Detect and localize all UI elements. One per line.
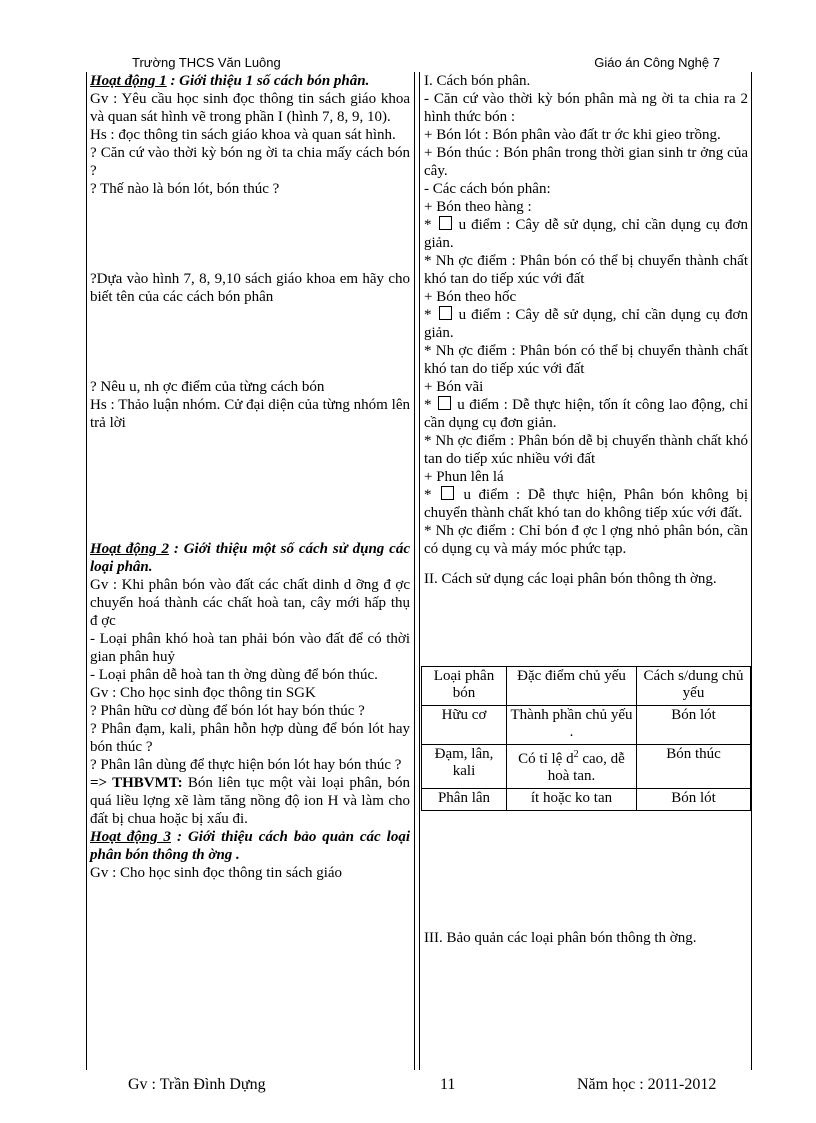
table-row — [422, 789, 751, 811]
table-cell: Đạm, lân, kali — [422, 745, 507, 789]
table-cell: Bón thúc — [637, 745, 751, 789]
text-l15: => THBVMT: Bón liên tục một vài loại phân, bón quá liều lợng xẽ làm tăng nồng độ ion H và làm cho đất bị chua hoặc bị xấu đi. — [90, 775, 410, 827]
border-mid-2 — [419, 72, 420, 1070]
text-r5: - Các cách bón phân: — [424, 181, 551, 197]
table-cell: ít hoặc ko tan — [507, 789, 637, 811]
table-cell: Phân lân — [422, 789, 507, 811]
text-r14: * Nh ợc điểm : Phân bón dễ bị chuyển thành chất khó tan do tiếp xúc nhiều với đất — [424, 433, 748, 467]
table-cell: Có tỉ lệ $d^2$ cao, dễ hoà tan. — [507, 745, 637, 789]
text-r11: * Nh ợc điểm : Phân bón có thể bị chuyển thành chất khó tan do tiếp xúc với đất — [424, 343, 748, 377]
table-row — [422, 706, 751, 745]
table-cell: Hữu cơ — [422, 706, 507, 745]
text-l14: ? Phân lân dùng để thực hiện bón lót hay bón thúc ? — [90, 757, 402, 773]
text-r17: * Nh ợc điểm : Chỉ bón đ ợc l ợng nhỏ phân bón, cần có dụng cụ và máy móc phức tạp. — [424, 523, 748, 557]
missing-glyph-box — [439, 306, 452, 320]
text-l8: Gv : Khi phân bón vào đất các chất dinh d ỡng đ ợc chuyển hoá thành các chất hoà tan, cây mới hấp thụ đ ợc — [90, 577, 410, 629]
activity-3-heading: Hoạt động 3 : Giới thiệu cách bảo quản các loại phân bón thông th ờng . — [90, 829, 410, 863]
text-l1: Gv : Yêu cầu học sinh đọc thông tin sách giáo khoa và quan sát hình vẽ trong phần I (hình 7, 8, 9, 10). — [90, 91, 410, 125]
text-l5: ?Dựa vào hình 7, 8, 9,10 sách giáo khoa em hãy cho biết tên của các cách bón phân — [90, 271, 410, 305]
text-r7: * u điểm : Cây dễ sử dụng, chỉ cần dụng cụ đơn giản. — [424, 217, 748, 251]
text-r2: - Căn cứ vào thời kỳ bón phân mà ng ời ta chia ra 2 hình thức bón : — [424, 91, 748, 125]
section-1-title: I. Cách bón phân. — [424, 73, 531, 89]
text-r10: * u điểm : Cây dễ sử dụng, chỉ cần dụng cụ đơn giản. — [424, 307, 748, 341]
missing-glyph-box — [441, 486, 454, 500]
text-l10: - Loại phân dễ hoà tan th ờng dùng để bón thúc. — [90, 667, 378, 683]
teacher-activities-column — [90, 72, 410, 882]
section-3-title: III. Bảo quản các loại phân bón thông th ờng. — [424, 930, 697, 946]
text-r6: + Bón theo hàng : — [424, 199, 532, 215]
text-l3: ? Căn cứ vào thời kỳ bón ng ời ta chia mấy cách bón ? — [90, 145, 410, 179]
text-r13: * u điểm : Dễ thực hiện, tốn ít công lao động, chỉ cần dụng cụ đơn giản. — [424, 397, 748, 431]
table-header: Loại phân bón — [422, 667, 507, 706]
text-l13: ? Phân đạm, kali, phân hỗn hợp dùng để bón lót hay bón thúc ? — [90, 721, 410, 755]
text-r4: + Bón thúc : Bón phân trong thời gian sinh tr ởng của cây. — [424, 145, 748, 179]
table-cell: Bón lót — [637, 706, 751, 745]
table-header-row — [422, 667, 751, 706]
text-l12: ? Phân hữu cơ dùng để bón lót hay bón thúc ? — [90, 703, 365, 719]
text-r15: + Phun lên lá — [424, 469, 504, 485]
content-column — [424, 72, 748, 947]
missing-glyph-box — [439, 216, 452, 230]
section-2-title: II. Cách sử dụng các loại phân bón thông th ờng. — [424, 571, 717, 587]
text-l4: ? Thế nào là bón lót, bón thúc ? — [90, 181, 280, 197]
missing-glyph-box — [438, 396, 451, 410]
header-school: Trường THCS Văn Luông — [132, 55, 281, 70]
activity-1-heading: Hoạt động 1 : Giới thiệu 1 số cách bón phân. — [90, 73, 370, 89]
text-l9: - Loại phân khó hoà tan phải bón vào đất để có thời gian phân huỷ — [90, 631, 410, 665]
table-cell: Bón lót — [637, 789, 751, 811]
table-header: Đặc điểm chủ yếu — [507, 667, 637, 706]
border-right — [751, 72, 752, 1070]
text-r16: * u điểm : Dễ thực hiện, Phân bón không bị chuyển thành chất khó tan do không tiếp xúc với đất. — [424, 487, 748, 521]
fertilizer-usage-table — [421, 666, 751, 811]
text-l7: Hs : Thảo luận nhóm. Cử đại diện của từng nhóm lên trả lời — [90, 397, 410, 431]
text-l2: Hs : đọc thông tin sách giáo khoa và quan sát hình. — [90, 127, 396, 143]
activity-2-heading: Hoạt động 2 : Giới thiệu một số cách sử dụng các loại phân. — [90, 541, 410, 575]
text-r9: + Bón theo hốc — [424, 289, 517, 305]
footer-school-year: Năm học : 2011-2012 — [577, 1076, 717, 1093]
text-r8: * Nh ợc điểm : Phân bón có thể bị chuyển thành chất khó tan do tiếp xúc với đất — [424, 253, 748, 287]
text-l11: Gv : Cho học sinh đọc thông tin SGK — [90, 685, 316, 701]
footer-teacher: Gv : Trần Đình Dựng — [128, 1076, 266, 1093]
footer-page-number: 11 — [440, 1076, 456, 1093]
table-row — [422, 745, 751, 789]
table-cell: Thành phần chủ yếu . — [507, 706, 637, 745]
text-r12: + Bón vãi — [424, 379, 484, 395]
header-subject: Giáo án Công Nghệ 7 — [594, 55, 720, 70]
border-mid-1 — [414, 72, 415, 1070]
border-left — [86, 72, 87, 1070]
text-r3: + Bón lót : Bón phân vào đất tr ớc khi gieo trồng. — [424, 127, 721, 143]
text-l16: Gv : Cho học sinh đọc thông tin sách giáo — [90, 865, 343, 881]
table-header: Cách s/dung chủ yếu — [637, 667, 751, 706]
lesson-table — [86, 72, 752, 1070]
text-l6: ? Nêu u, nh ợc điểm của từng cách bón — [90, 379, 325, 395]
